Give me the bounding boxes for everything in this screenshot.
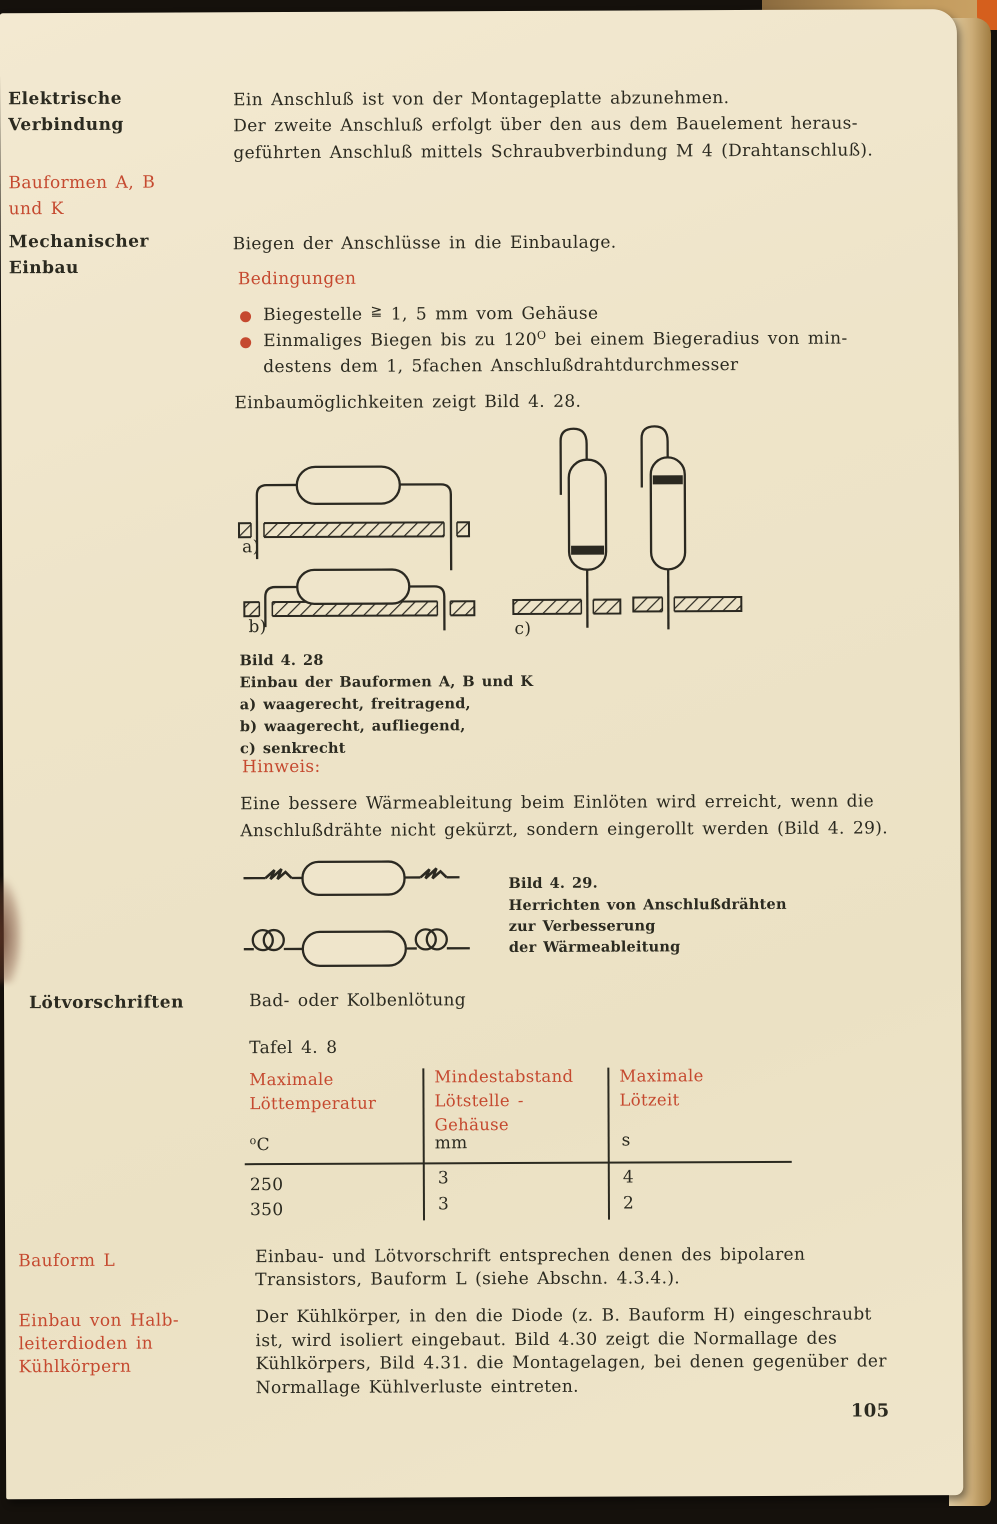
- fig428-caption-line3: b) waagerecht, aufliegend,: [239, 717, 466, 736]
- table-cell-temp-2: 350: [249, 1200, 284, 1221]
- cathode-band: [653, 475, 683, 484]
- margin-note-heatsink-line2: leiterdioden in: [18, 1333, 154, 1355]
- unit-s: s: [621, 1130, 631, 1151]
- col1-header-line1: Maximale: [249, 1069, 334, 1090]
- margin-note-mechanical-line2: Einbau: [8, 257, 79, 279]
- heatsink-text-line3: Kühlkörpers, Bild 4.31. die Montagelagen, bei denen gegenüber der: [255, 1351, 887, 1375]
- fig428-caption-line2: a) waagerecht, freitragend,: [239, 695, 471, 714]
- col3-header-line2: Lötzeit: [619, 1090, 680, 1110]
- bullet1-pre: Biegestelle: [263, 304, 371, 326]
- cathode-band: [571, 546, 604, 555]
- bullet2-pre: Einmaliges Biegen bis zu 120: [263, 329, 538, 352]
- heatsink-text-line4: Normallage Kühlverluste eintreten.: [255, 1376, 579, 1399]
- figure-label-a: a): [242, 537, 260, 558]
- thumb-shadow: [0, 878, 22, 983]
- bullet1-text: [263, 304, 598, 325]
- unit-mm: mm: [434, 1133, 468, 1154]
- margin-note-bauformen-line2: und K: [8, 198, 64, 220]
- heatsink-text-line1: Der Kühlkörper, in den die Diode (z. B. Bauform H) eingeschraubt: [255, 1304, 872, 1328]
- margin-note-mechanical-line1: Mechanischer: [8, 231, 150, 253]
- crinkled-leads-diagram: [243, 861, 459, 895]
- mounting-a-diagram: [239, 466, 469, 571]
- bullet2-line1: [263, 329, 847, 351]
- fig428-caption-line1: Einbau der Bauformen A, B und K: [239, 672, 534, 692]
- heatsink-text-line2: ist, wird isoliert eingebaut. Bild 4.30 zeigt die Normallage des: [255, 1328, 838, 1352]
- fig428-caption-line4: c) senkrecht: [239, 739, 346, 758]
- margin-note-heatsink-line3: Kühlkörpern: [18, 1356, 132, 1378]
- table-label: Tafel 4. 8: [249, 1037, 338, 1059]
- col2-header-line3: Gehäuse: [434, 1115, 510, 1135]
- fig428-caption-title: Bild 4. 28: [239, 651, 324, 670]
- unit-celsius: [250, 1135, 270, 1155]
- intro-line3: geführten Anschluß mittels Schraubverbindung M 4 (Drahtanschluß).: [233, 140, 874, 164]
- figure-4-28-drawing: [237, 421, 758, 641]
- fig429-caption-line3: der Wärmeableitung: [508, 938, 681, 957]
- bullet-dot: [240, 337, 251, 348]
- margin-note-heatsink-line1: Einbau von Halb-: [18, 1310, 180, 1332]
- fig429-caption-title: Bild 4. 29.: [508, 874, 598, 893]
- table-rule: [245, 1161, 792, 1165]
- col3-header-line1: Maximale: [619, 1066, 704, 1086]
- col1-header-line2: Löttemperatur: [249, 1093, 377, 1114]
- table-cell-dist-1: 3: [437, 1168, 450, 1189]
- table-divider-2: [607, 1068, 610, 1220]
- mounting-ref: Einbaumöglichkeiten zeigt Bild 4. 28.: [234, 391, 582, 414]
- degree-superscript: o: [249, 1134, 257, 1148]
- margin-note-bauform-l: Bauform L: [18, 1250, 116, 1272]
- figure-label-c: c): [514, 618, 532, 640]
- greater-equal-symbol: ≧: [370, 303, 383, 320]
- bauform-l-text-line1: Einbau- und Lötvorschrift entsprechen denen des bipolaren: [255, 1244, 806, 1268]
- margin-note-soldering: Lötvorschriften: [29, 992, 184, 1014]
- margin-note-bauformen-line1: Bauformen A, B: [8, 172, 156, 194]
- diode-body: [651, 457, 685, 569]
- note-line2: Anschlußdrähte nicht gekürzt, sondern eingerollt werden (Bild 4. 29).: [240, 818, 889, 842]
- table-cell-time-2: 2: [622, 1193, 635, 1214]
- celsius-letter: C: [256, 1135, 271, 1156]
- note-line1: Eine bessere Wärmeableitung beim Einlöten wird erreicht, wenn die: [240, 791, 875, 815]
- figure-4-28: [237, 421, 758, 641]
- table-divider-1: [422, 1068, 425, 1220]
- bauform-l-text-line2: Transistors, Bauform L (siehe Abschn. 4.3.4.).: [255, 1268, 681, 1291]
- bullet-dot: [240, 311, 251, 322]
- margin-note-electrical-line2: Verbindung: [8, 114, 124, 136]
- col2-header-line2: Lötstelle -: [434, 1090, 524, 1111]
- bullet2-post: bei einem Biegeradius von min-: [546, 328, 848, 350]
- mounting-b-diagram: [244, 569, 474, 631]
- bullet1-post: 1, 5 mm vom Gehäuse: [382, 303, 599, 325]
- intro-line2: Der zweite Anschluß erfolgt über den aus dem Bauelement heraus-: [233, 113, 858, 137]
- table-cell-temp-1: 250: [249, 1175, 284, 1196]
- note-heading: Hinweis:: [241, 756, 321, 778]
- table-cell-dist-2: 3: [437, 1194, 450, 1215]
- page-number: 105: [850, 1400, 890, 1422]
- soldering-method: Bad- oder Kolbenlötung: [249, 990, 467, 1012]
- intro-line1: Ein Anschluß ist von der Montageplatte abzunehmen.: [233, 88, 730, 111]
- conditions-heading: Bedingungen: [237, 268, 357, 290]
- margin-note-electrical-line1: Elektrische: [8, 88, 123, 110]
- col2-header-line1: Mindestabstand: [434, 1066, 574, 1087]
- fig429-caption-line1: Herrichten von Anschlußdrähten: [508, 895, 787, 915]
- mounting-c-diagram: [513, 426, 742, 630]
- fig429-caption-line2: zur Verbesserung: [508, 917, 656, 936]
- bending-title: Biegen der Anschlüsse in die Einbaulage.: [232, 232, 617, 255]
- table-cell-time-1: 4: [622, 1167, 635, 1188]
- degree-superscript: O: [537, 328, 547, 342]
- figure-label-b: b): [248, 617, 267, 638]
- book-page: [0, 9, 963, 1499]
- bullet2-line2: destens dem 1, 5fachen Anschlußdrahtdurchmesser: [263, 355, 739, 378]
- coiled-leads-diagram: [244, 929, 470, 966]
